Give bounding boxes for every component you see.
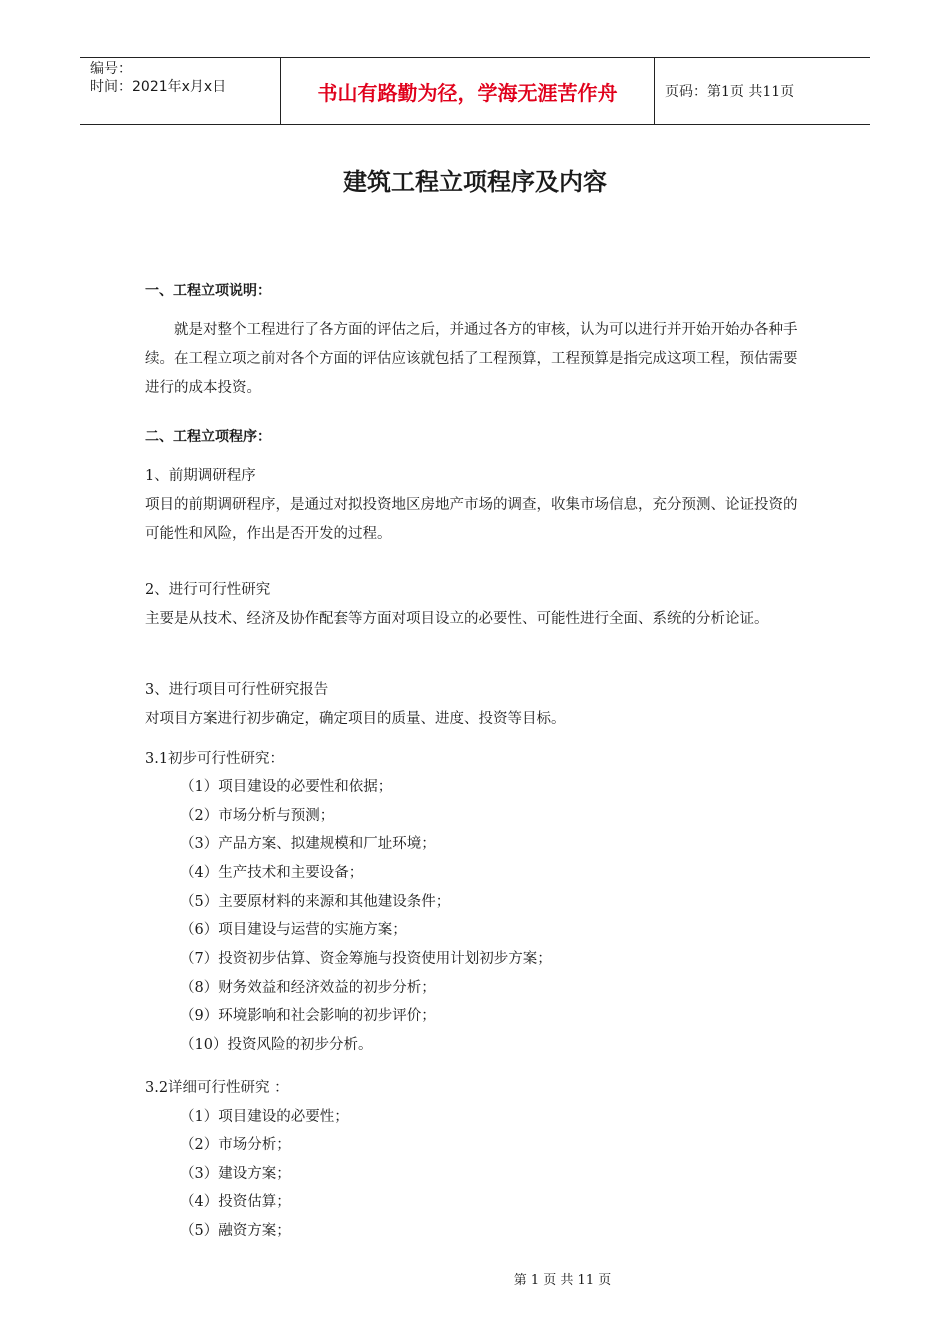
header-meta	[80, 58, 281, 124]
step-title: 1、前期调研程序	[145, 468, 256, 484]
list-item: （5）主要原材料的来源和其他建设条件；	[180, 894, 451, 910]
list-item: （8）财务效益和经济效益的初步分析；	[180, 980, 436, 996]
step-title: 3、进行项目可行性研究报告	[145, 682, 329, 698]
subsection-title: 3.2详细可行性研究 ：	[145, 1080, 289, 1096]
subsection-title: 3.1初步可行性研究：	[145, 751, 285, 767]
step-paragraph: 对项目方案进行初步确定，确定项目的质量、进度、投资等目标。	[145, 711, 566, 727]
number-label: 编号：	[90, 61, 132, 77]
list-item: （2）市场分析；	[180, 1137, 291, 1153]
list-item: （4）投资估算；	[180, 1194, 291, 1210]
list-item: （6）项目建设与运营的实施方案；	[180, 922, 407, 938]
header-motto: 书山有路勤为径，学海无涯苦作舟	[281, 58, 655, 124]
page-footer: 第 1 页 共 11 页	[513, 1273, 612, 1288]
list-item: （7）投资初步估算、资金筹施与投资使用计划初步方案；	[180, 951, 552, 967]
list-item: （9）环境影响和社会影响的初步评价；	[180, 1008, 436, 1024]
step-paragraph: 主要是从技术、经济及协作配套等方面对项目设立的必要性、可能性进行全面、系统的分析论证。	[145, 611, 769, 627]
step-paragraph: 项目的前期调研程序，是通过对拟投资地区房地产市场的调查，收集市场信息，充分预测、论证投资的可能性和风险，作出是否开发的过程。	[145, 497, 798, 542]
section-paragraph: 就是对整个工程进行了各方面的评估之后，并通过各方的审核，认为可以进行并开始开始办各种手续。在工程立项之前对各个方面的评估应该就包括了工程预算，工程预算是指完成这项工程，预估需要进行的成本投资。	[145, 322, 798, 396]
step-title: 2、进行可行性研究	[145, 582, 271, 598]
list-item: （10）投资风险的初步分析。	[180, 1037, 373, 1053]
list-item: （1）项目建设的必要性；	[180, 1109, 349, 1125]
section-heading: 二、工程立项程序：	[145, 429, 271, 445]
header-page-info: 页码：第1页 共11页	[665, 84, 795, 100]
list-item: （5）融资方案；	[180, 1223, 291, 1239]
section-heading: 一、工程立项说明：	[145, 283, 271, 299]
list-item: （2）市场分析与预测；	[180, 808, 335, 824]
list-item: （3）建设方案；	[180, 1166, 291, 1182]
page-header	[80, 57, 870, 125]
list-item: （4）生产技术和主要设备；	[180, 865, 364, 881]
list-item: （1）项目建设的必要性和依据；	[180, 779, 393, 795]
list-item: （3）产品方案、拟建规模和厂址环境；	[180, 836, 436, 852]
document-title: 建筑工程立项程序及内容	[343, 168, 607, 196]
date-label: 时间：2021年x月x日	[90, 79, 227, 95]
